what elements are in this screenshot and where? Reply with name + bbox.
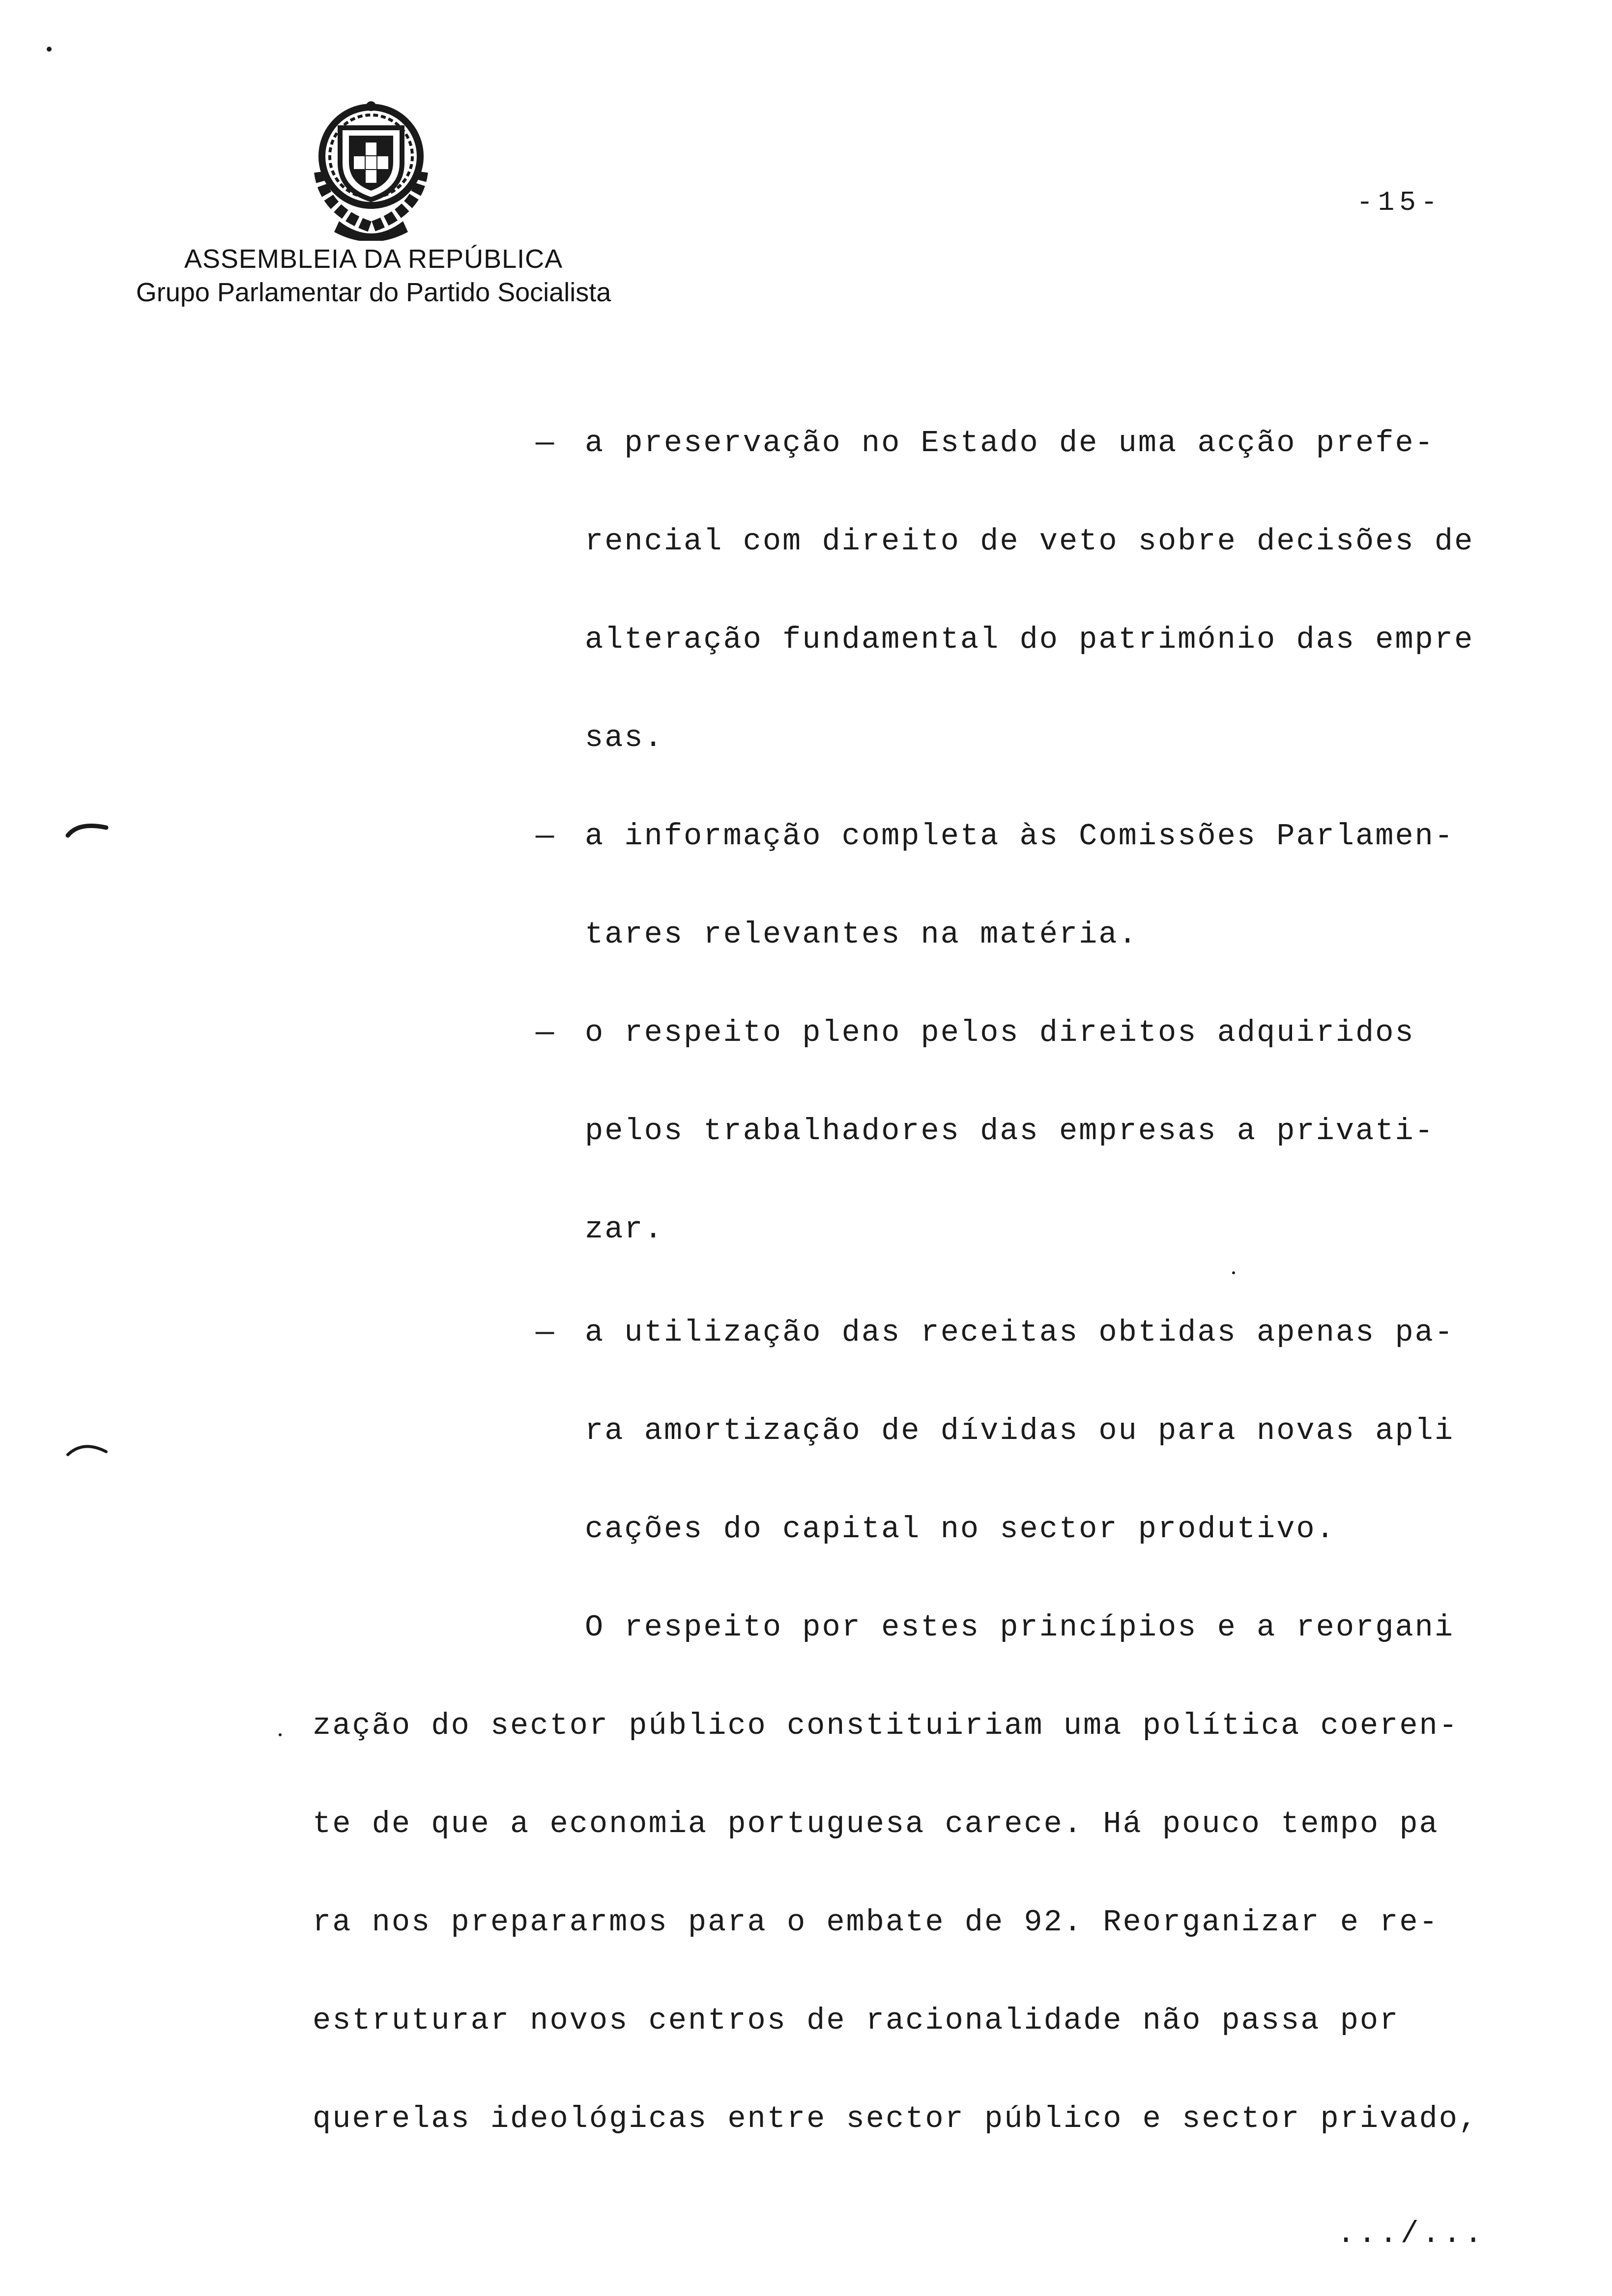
list-item-line: ra amortização de dívidas ou para novas apli bbox=[585, 1413, 1455, 1448]
paragraph-line: zação do sector público constituiriam uma política coeren- bbox=[313, 1708, 1459, 1743]
institution-name: ASSEMBLEIA DA REPÚBLICA bbox=[184, 244, 563, 274]
list-dash-3: — bbox=[536, 1015, 554, 1050]
list-dash-4: — bbox=[536, 1315, 554, 1350]
list-item-line: tares relevantes na matéria. bbox=[585, 917, 1138, 952]
list-item-line: rencial com direito de veto sobre decisões de bbox=[585, 524, 1474, 559]
list-dash-1: — bbox=[536, 426, 554, 460]
list-item-line: a informação completa às Comissões Parlamen- bbox=[585, 819, 1455, 854]
paragraph-line: O respeito por estes princípios e a reorgani bbox=[585, 1610, 1455, 1645]
paragraph-line: querelas ideológicas entre sector público e sector privado, bbox=[313, 2101, 1479, 2136]
paragraph-line: ra nos prepararmos para o embate de 92. Reorganizar e re- bbox=[313, 1905, 1439, 1940]
list-item-line: a preservação no Estado de uma acção prefe- bbox=[585, 426, 1435, 460]
list-item-line: sas. bbox=[585, 720, 664, 755]
coat-of-arms-seal bbox=[305, 98, 437, 241]
parliamentary-group-name: Grupo Parlamentar do Partido Socialista bbox=[136, 278, 611, 307]
scan-speck bbox=[275, 1730, 285, 1740]
list-item-line: cações do capital no sector produtivo. bbox=[585, 1512, 1336, 1547]
paragraph-line: te de que a economia portuguesa carece. Há pouco tempo pa bbox=[313, 1807, 1439, 1841]
scan-mark bbox=[64, 816, 113, 840]
scan-speck bbox=[44, 44, 54, 54]
list-item-line: a utilização das receitas obtidas apenas pa- bbox=[585, 1315, 1455, 1350]
list-item-line: pelos trabalhadores das empresas a privati- bbox=[585, 1114, 1435, 1148]
page-number: -15- bbox=[1356, 187, 1442, 218]
scan-mark bbox=[64, 1435, 113, 1460]
list-item-line: o respeito pleno pelos direitos adquiridos bbox=[585, 1015, 1415, 1050]
list-item-line: zar. bbox=[585, 1212, 664, 1247]
scan-speck bbox=[1229, 1268, 1238, 1278]
paragraph-line: estruturar novos centros de racionalidade não passa por bbox=[313, 2003, 1400, 2038]
continuation-marker: .../... bbox=[1337, 2216, 1486, 2251]
list-item-line: alteração fundamental do património das empre bbox=[585, 622, 1474, 657]
list-dash-2: — bbox=[536, 819, 554, 854]
